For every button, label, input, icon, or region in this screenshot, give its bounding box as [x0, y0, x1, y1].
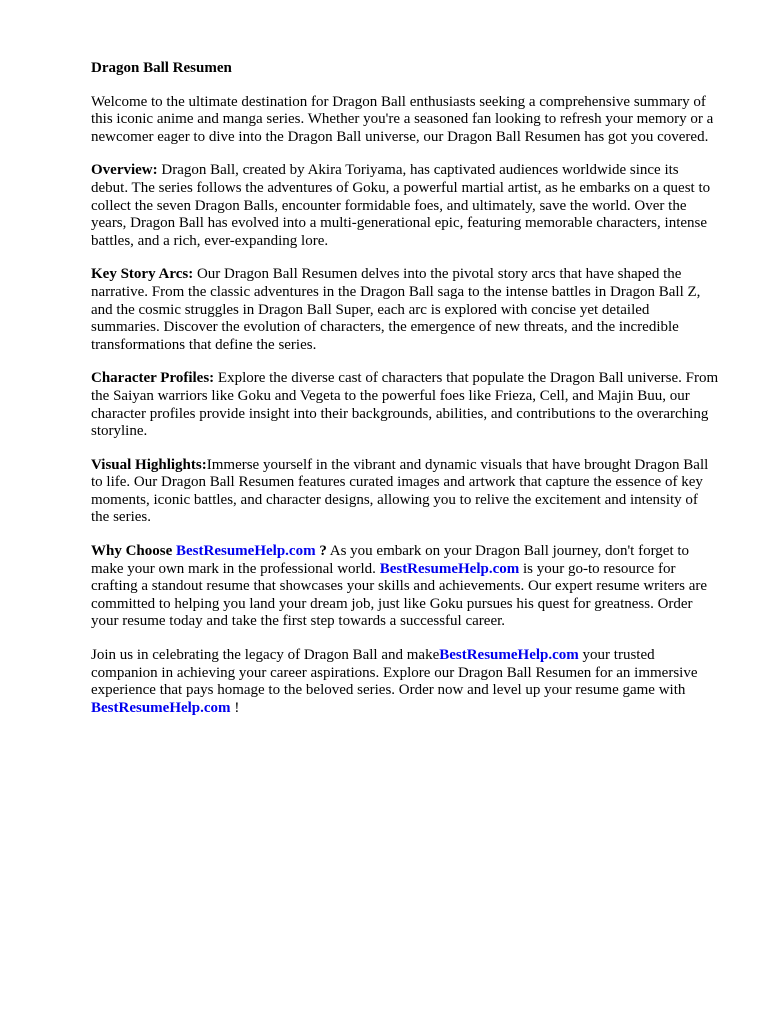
document-title: Dragon Ball Resumen: [91, 60, 232, 76]
visual-highlights-paragraph: [91, 457, 719, 527]
closing-text-1: Join us in celebrating the legacy of Dragon Ball and make: [91, 647, 440, 664]
overview-heading: Overview:: [91, 162, 158, 179]
closing-link-2[interactable]: BestResumeHelp.com: [91, 699, 231, 716]
why-choose-heading-suffix: ?: [315, 543, 327, 560]
story-arcs-heading: Key Story Arcs:: [91, 266, 194, 283]
closing-text-2: your trusted companion in achieving your career aspirations. Explore our Dragon Ball Resumen for an immersive experience that pays homage to the beloved series. Order now and level up your resume game with: [91, 647, 698, 699]
why-choose-text-1: As you embark on your Dragon Ball journey, don't forget to make your own mark in the professional world.: [91, 543, 690, 577]
why-choose-heading-prefix: Why Choose: [91, 543, 177, 560]
why-choose-text-2: is your go-to resource for crafting a standout resume that showcases your skills and achievements. Our expert resume writers are committed to helping you land your dream job, just like Goku pursues his quest for greatness. Order your resume today and take the first step towards a successful career.: [91, 560, 708, 630]
story-arcs-text: Our Dragon Ball Resumen delves into the pivotal story arcs that have shaped the narrative. From the classic adventures in the Dragon Ball saga to the intense battles in Dragon Ball Z, and the cosmic struggles in Dragon Ball Super, each arc is explored with concise yet detailed summaries. Discover the evolution of characters, the emergence of new threats, and the incredible transformations that define the series.: [91, 266, 701, 353]
document-page: [91, 60, 719, 733]
story-arcs-paragraph: [91, 266, 719, 354]
intro-paragraph: Welcome to the ultimate destination for Dragon Ball enthusiasts seeking a comprehensive summary of this iconic anime and manga series. Whether you're a seasoned fan looking to refresh your memory or a newcomer eager to dive into the Dragon Ball universe, our Dragon Ball Resumen has got you covered.: [91, 93, 714, 145]
character-profiles-heading: Character Profiles:: [91, 370, 215, 387]
closing-text-3: !: [230, 699, 240, 716]
visual-highlights-text: Immerse yourself in the vibrant and dynamic visuals that have brought Dragon Ball to life. Our Dragon Ball Resumen features curated images and artwork that capture the essence of key moments, iconic battles, and character designs, allowing you to relive the excitement and intensity of the series.: [91, 456, 709, 526]
why-choose-link-1[interactable]: BestResumeHelp.com: [176, 543, 316, 560]
visual-highlights-heading: Visual Highlights:: [91, 456, 207, 473]
why-choose-paragraph: [91, 543, 719, 631]
why-choose-link-2[interactable]: BestResumeHelp.com: [379, 560, 520, 577]
closing-link-1[interactable]: BestResumeHelp.com: [439, 647, 579, 664]
character-profiles-text: Explore the diverse cast of characters that populate the Dragon Ball universe. From the Saiyan warriors like Goku and Vegeta to the powerful foes like Frieza, Cell, and Majin Buu, our character profiles provide insight into their backgrounds, abilities, and contributions to the overarching storyline.: [91, 370, 719, 440]
overview-text: Dragon Ball, created by Akira Toriyama, has captivated audiences worldwide since its debut. The series follows the adventures of Goku, a powerful martial artist, as he embarks on a quest to collect the seven Dragon Balls, encounter formidable foes, and ultimately, save the world. Over the years, Dragon Ball has evolved into a multi-generational epic, featuring memorable characters, intense battles, and a rich, ever-expanding lore.: [91, 162, 711, 249]
overview-paragraph: [91, 162, 719, 250]
character-profiles-paragraph: [91, 370, 719, 440]
closing-paragraph: [91, 647, 719, 717]
